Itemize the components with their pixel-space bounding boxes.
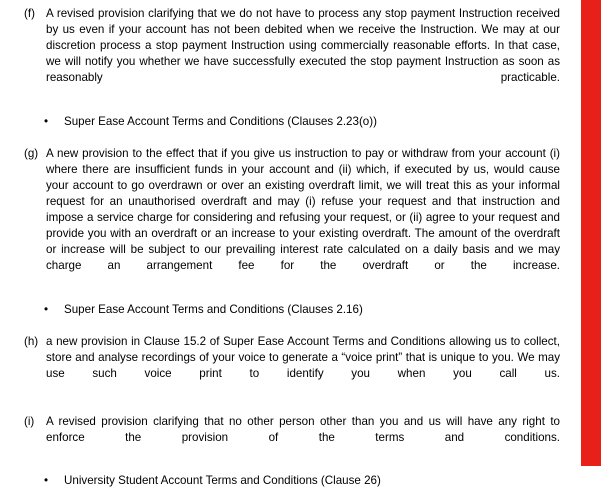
spacer [0, 462, 575, 473]
spacer [0, 103, 575, 114]
bullet-item-1 [0, 114, 575, 130]
clause-i-label: (i) [24, 414, 35, 428]
bullet-item-3 [0, 473, 575, 489]
bullet-label: Super Ease Account Terms and Conditions (Clauses 2.16) [64, 302, 363, 316]
clause-g-label: (g) [24, 146, 39, 160]
bullet-item-2 [0, 302, 575, 318]
spacer [0, 318, 575, 334]
clause-i-text: A revised provision clarifying that no other person other than you and us will have any right to enforce the provision of the terms and conditions. [46, 414, 560, 445]
bullet-label: University Student Account Terms and Conditions (Clause 26) [64, 474, 381, 488]
bullet-marker-icon: • [44, 114, 49, 128]
spacer [0, 291, 575, 302]
page-edge-accent-bar [581, 0, 601, 466]
bullet-marker-icon: • [44, 302, 49, 316]
clause-g-text: A new provision to the effect that if you give us instruction to pay or withdraw from your account (i) where there are insufficient funds in your account and (ii) which, if executed by us, would cause your account to go overdrawn or over an existing overdraft limit, we will treat this as your informal request for an unauthorised overdraft and may (i) refuse your request and that instruction and impose a service charge for considering and refusing your request, or (ii) agree to your request and provide you with an overdraft or an increase to your existing overdraft. The amount of the overdraft or increase will be subject to our prevailing interest rate calculated on a daily basis and we may charge an arrangement fee for the overdraft or the increase. [46, 146, 560, 273]
clause-h-text: a new provision in Clause 15.2 of Super Ease Account Terms and Conditions allowing us to collect, store and analyse recordings of your voice to generate a “voice print” that is unique to you. We may use such voice print to identify you when you call us. [46, 334, 560, 380]
clause-g [0, 146, 575, 291]
clause-f-text: A revised provision clarifying that we do not have to process any stop payment Instruction received by us even if your account has not been debited when we receive the Instruction. We may at our discretion process a stop payment Instruction using commercially reasonable efforts. In that case, we will notify you whether we have successfully executed the stop payment Instruction as soon as reasonably practicable. [46, 7, 560, 85]
spacer [0, 398, 575, 414]
clause-i [0, 414, 575, 462]
bullet-marker-icon: • [44, 474, 49, 488]
clause-h-label: (h) [24, 334, 39, 348]
spacer [0, 130, 575, 146]
bullet-label: Super Ease Account Terms and Conditions (Clauses 2.23(o)) [64, 114, 377, 128]
clause-f-label: (f) [24, 7, 35, 20]
clause-f [0, 6, 575, 103]
clause-h [0, 334, 575, 398]
